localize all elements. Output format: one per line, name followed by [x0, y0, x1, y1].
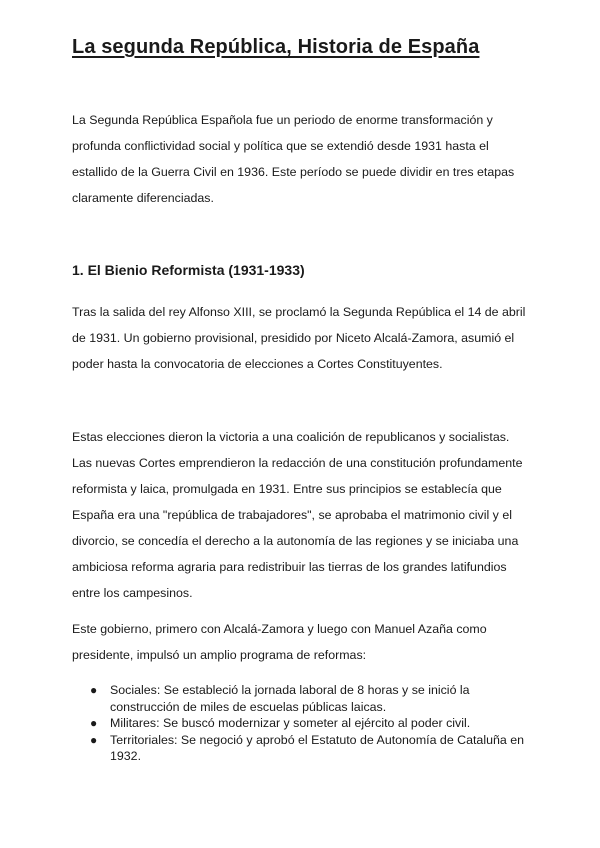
intro-paragraph: La Segunda República Española fue un periodo de enorme transformación y profunda conflictividad social y política que se extendió desde 1931 hasta el estallido de la Guerra Civil en 1936. Este período se puede dividir en tres etapas claramente diferenciadas.: [72, 113, 515, 205]
list-item: [72, 682, 532, 715]
bullet-icon: ●: [90, 683, 98, 697]
section-heading: 1. El Bienio Reformista (1931-1933): [72, 262, 305, 278]
paragraph-elections: Estas elecciones dieron la victoria a una coalición de republicanos y socialistas. Las nuevas Cortes emprendieron la redacción de una constitución profundamente reformista y laica, promulgada en 1931. Entre sus principios se establecía que España era una "república de trabajadores", se aprobaba el matrimonio civil y el divorcio, se concedía el derecho a la autonomía de las regiones y se iniciaba una ambiciosa reforma agraria para redistribuir las tierras de los grandes latifundios entre los campesinos.: [72, 430, 523, 600]
document-title: La segunda República, Historia de España: [72, 36, 480, 58]
list-item-text: Militares: Se buscó modernizar y someter al ejército al poder civil.: [110, 716, 471, 730]
paragraph-reforms-intro: Este gobierno, primero con Alcalá-Zamora y luego con Manuel Azaña como presidente, impulsó un amplio programa de reformas:: [72, 622, 487, 662]
list-item: [72, 732, 532, 765]
bullet-icon: ●: [90, 732, 98, 747]
list-item-text: Sociales: Se estableció la jornada laboral de 8 horas y se inició la construcción de miles de escuelas públicas laicas.: [110, 683, 470, 714]
bullet-icon: ●: [90, 716, 98, 730]
list-item: [72, 715, 532, 732]
reforms-list: [72, 682, 532, 765]
paragraph-proclamation: Tras la salida del rey Alfonso XIII, se proclamó la Segunda República el 14 de abril de 1931. Un gobierno provisional, presidido por Niceto Alcalá-Zamora, asumió el poder hasta la convocatoria de elecciones a Cortes Constituyentes.: [72, 305, 526, 371]
list-item-text: Territoriales: Se negoció y aprobó el Estatuto de Autonomía de Cataluña en 1932.: [110, 732, 524, 763]
